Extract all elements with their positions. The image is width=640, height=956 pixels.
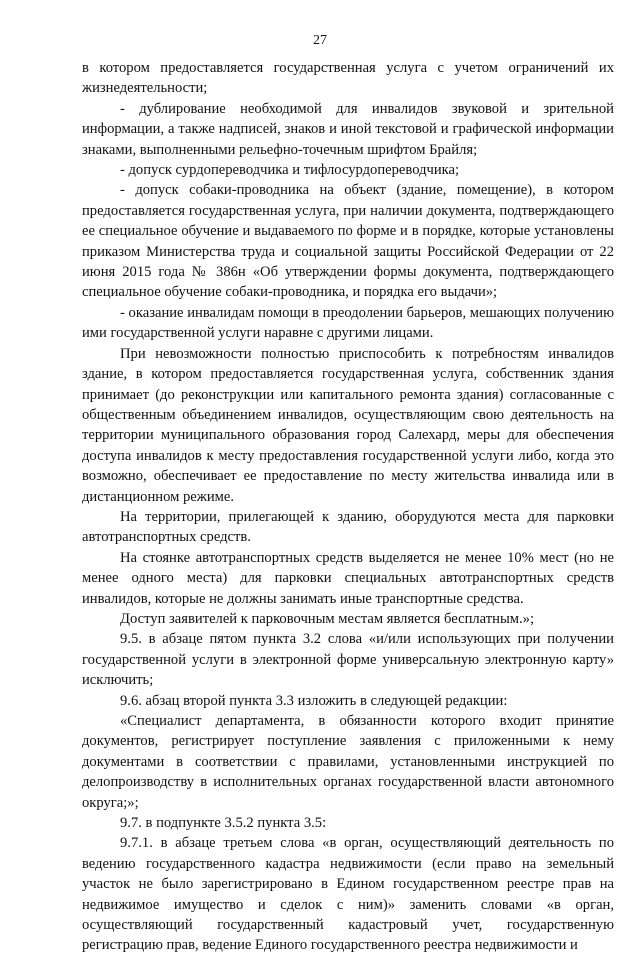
paragraph: - допуск сурдопереводчика и тифлосурдопереводчика; (120, 162, 460, 179)
paragraph: Доступ заявителей к парковочным местам является бесплатным.»; (120, 610, 534, 627)
paragraph: - дублирование необходимой для инвалидов звуковой и зрительной информации, а также надписей, знаков и иной текстовой и графической информации знаками, выполненными рельефно-точечным шрифтом Брайля; (82, 100, 614, 158)
paragraph: На стоянке автотранспортных средств выделяется не менее 10% мест (но не менее одного места) для парковки специальных автотранспортных средств инвалидов, которые не должны занимать иные транспортные средства. (82, 549, 614, 607)
paragraph: «Специалист департамента, в обязанности которого входит принятие документов, регистрирует поступление заявления с приложенными к нему документами в соответствии с правилами, установленными инструкцией по делопроизводству в исполнительных органах государственной власти автономного округа;»; (82, 713, 614, 811)
paragraph: 9.5. в абзаце пятом пункта 3.2 слова «и/или использующих при получении государственной услуги в электронной форме универсальную электронную карту» исключить; (82, 631, 614, 689)
paragraph: 9.7.1. в абзаце третьем слова «в орган, осуществляющий деятельность по ведению государственного кадастра недвижимости (если право на земельный участок не было зарегистрировано в Едином государственном реестре прав на недвижимое имущество и сделок с ним)» заменить словами «в орган, осуществляющий государственный кадастровый учет, государственную регистрацию прав, ведение Единого государственного реестра недвижимости и (82, 835, 614, 954)
paragraph: 9.7. в подпункте 3.5.2 пункта 3.5: (120, 815, 327, 832)
paragraph: - допуск собаки-проводника на объект (здание, помещение), в котором предоставляется государственная услуга, при наличии документа, подтверждающего ее специальное обучение и выдаваемого по форме и в порядке, которые установлены приказом Министерства труда и социальной защиты Российской Федерации от 22 июня 2015 года № 386н «Об утверждении формы документа, подтверждающего специальное обучение собаки-проводника, и порядка его выдачи»; (82, 182, 614, 301)
paragraph: 9.6. абзац второй пункта 3.3 изложить в следующей редакции: (120, 692, 508, 709)
page-number: 27 (313, 33, 327, 48)
document-body (82, 58, 614, 956)
paragraph: На территории, прилегающей к зданию, оборудуются места для парковки автотранспортных средств. (82, 508, 614, 546)
paragraph: в котором предоставляется государственная услуга с учетом ограничений их жизнедеятельности; (82, 60, 614, 97)
paragraph: - оказание инвалидам помощи в преодолении барьеров, мешающих получению ими государственной услуги наравне с другими лицами. (82, 304, 614, 342)
paragraph: При невозможности полностью приспособить к потребностям инвалидов здание, в котором предоставляется государственная услуга, собственник здания принимает (до реконструкции или капитального ремонта здания) согласованные с общественным объединением инвалидов, осуществляющим свою деятельность на территории муниципального образования город Салехард, меры для обеспечения доступа инвалидов к месту предоставления государственной услуги либо, когда это возможно, обеспечивает ее предоставление по месту жительства инвалида или в дистанционном режиме. (82, 345, 614, 505)
